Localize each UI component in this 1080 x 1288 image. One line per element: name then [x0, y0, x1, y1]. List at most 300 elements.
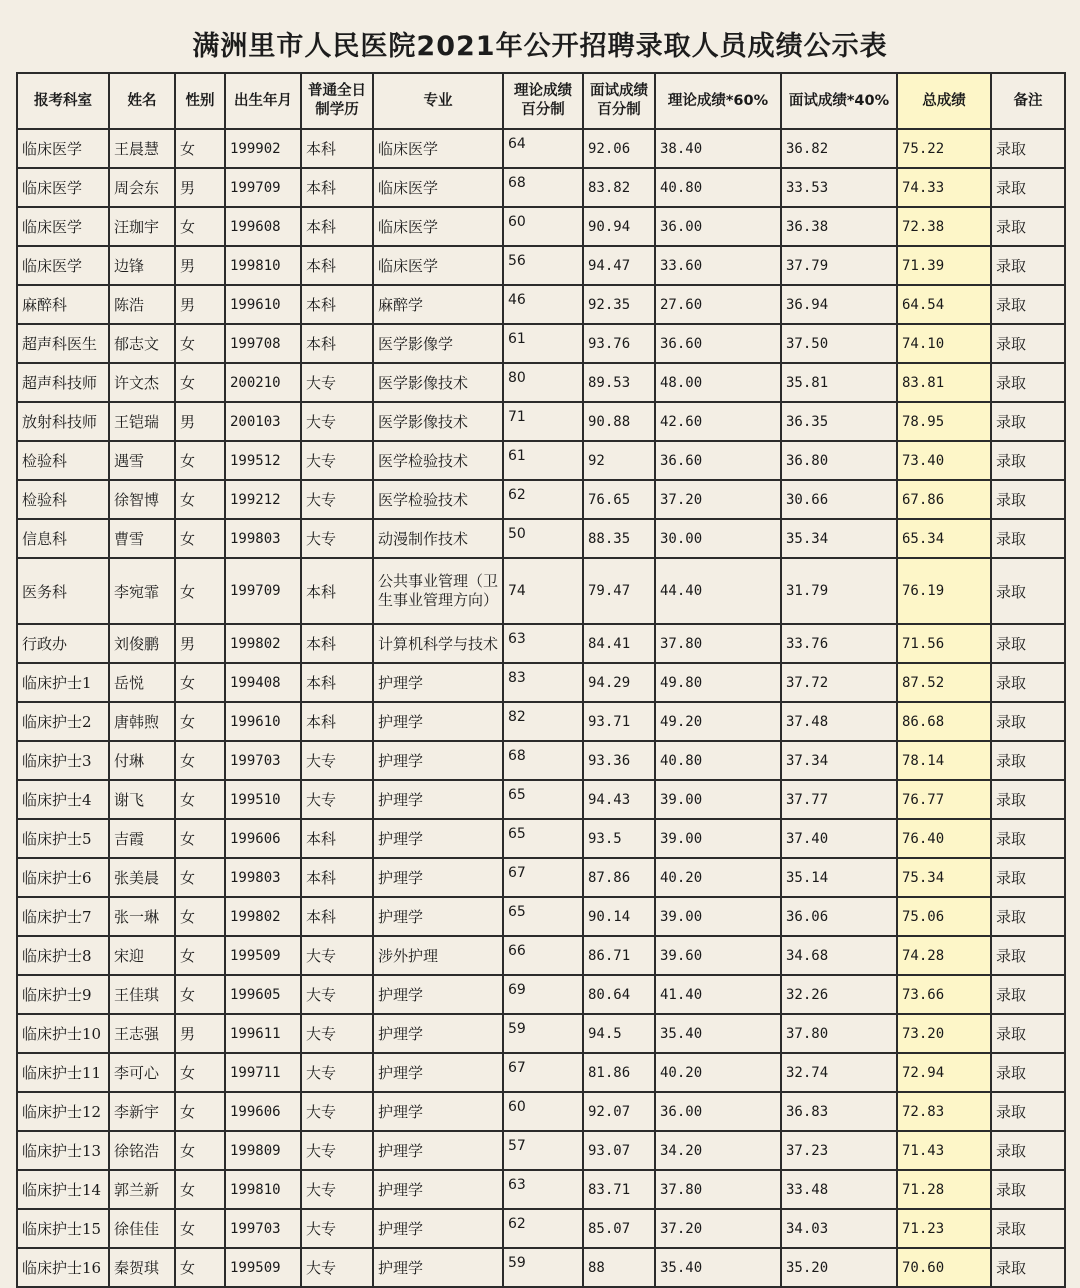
col-name-cell: 吉霞: [109, 819, 175, 858]
col-theory-weighted-cell: 37.80: [655, 624, 781, 663]
col-total-cell: 73.40: [897, 441, 991, 480]
header-label: 理论成绩: [514, 83, 572, 99]
col-interview-raw-cell: 81.86: [583, 1053, 655, 1092]
col-interview-raw-cell: 80.64: [583, 975, 655, 1014]
col-department-cell: 行政办: [17, 624, 109, 663]
col-theory-raw-cell: 80: [503, 363, 583, 402]
col-education-cell: 大专: [301, 1248, 373, 1287]
col-theory-weighted-header: [655, 73, 781, 129]
col-department-cell: 临床护士11: [17, 1053, 109, 1092]
col-theory-raw-cell: 66: [503, 936, 583, 975]
col-interview-weighted-cell: 33.53: [781, 168, 897, 207]
col-education-cell: 大专: [301, 975, 373, 1014]
col-remark-cell: 录取: [991, 246, 1065, 285]
col-gender-cell: 女: [175, 897, 225, 936]
col-major-cell: 医学影像技术: [373, 363, 503, 402]
col-gender-cell: 女: [175, 858, 225, 897]
table-row: [17, 780, 1065, 819]
col-remark-cell: 录取: [991, 1248, 1065, 1287]
col-interview-raw-cell: 94.29: [583, 663, 655, 702]
col-department-cell: 临床医学: [17, 207, 109, 246]
col-interview-raw-cell: 88.35: [583, 519, 655, 558]
col-total-cell: 65.34: [897, 519, 991, 558]
col-total-cell: 76.77: [897, 780, 991, 819]
col-education-cell: 大专: [301, 1209, 373, 1248]
col-remark-cell: 录取: [991, 702, 1065, 741]
col-name-cell: 周会东: [109, 168, 175, 207]
col-education-cell: 本科: [301, 207, 373, 246]
table-row: [17, 1131, 1065, 1170]
col-remark-cell: 录取: [991, 480, 1065, 519]
col-interview-raw-cell: 87.86: [583, 858, 655, 897]
col-major-cell: 医学影像学: [373, 324, 503, 363]
header-label: 备注: [1013, 92, 1043, 109]
col-birth-cell: 199611: [225, 1014, 301, 1053]
col-name-header: [109, 73, 175, 129]
col-interview-weighted-cell: 36.35: [781, 402, 897, 441]
col-theory-raw-cell: 71: [503, 402, 583, 441]
col-department-cell: 麻醉科: [17, 285, 109, 324]
col-department-cell: 临床护士13: [17, 1131, 109, 1170]
col-gender-cell: 女: [175, 363, 225, 402]
col-interview-weighted-cell: 32.26: [781, 975, 897, 1014]
col-theory-raw-cell: 57: [503, 1131, 583, 1170]
col-theory-raw-cell: 65: [503, 780, 583, 819]
col-education-cell: 大专: [301, 402, 373, 441]
col-theory-raw-cell: 59: [503, 1014, 583, 1053]
col-major-cell: 动漫制作技术: [373, 519, 503, 558]
col-department-cell: 临床医学: [17, 129, 109, 168]
table-row: [17, 1092, 1065, 1131]
col-education-cell: 大专: [301, 741, 373, 780]
col-major-cell: 护理学: [373, 780, 503, 819]
col-theory-weighted-cell: 36.00: [655, 1092, 781, 1131]
col-theory-raw-cell: 63: [503, 1170, 583, 1209]
header-label: 普通全日: [308, 83, 366, 99]
col-major-cell: 公共事业管理（卫生事业管理方向）: [373, 558, 503, 624]
col-interview-raw-cell: 93.76: [583, 324, 655, 363]
col-interview-weighted-cell: 35.81: [781, 363, 897, 402]
col-birth-cell: 199512: [225, 441, 301, 480]
col-gender-cell: 女: [175, 480, 225, 519]
col-birth-cell: 199703: [225, 1209, 301, 1248]
col-remark-cell: 录取: [991, 558, 1065, 624]
col-interview-raw-cell: 89.53: [583, 363, 655, 402]
col-name-cell: 李宛霏: [109, 558, 175, 624]
col-interview-raw-cell: 86.71: [583, 936, 655, 975]
col-remark-cell: 录取: [991, 1092, 1065, 1131]
col-remark-cell: 录取: [991, 1170, 1065, 1209]
col-gender-cell: 女: [175, 780, 225, 819]
col-theory-raw-cell: 65: [503, 819, 583, 858]
col-interview-raw-cell: 92: [583, 441, 655, 480]
col-birth-cell: 199809: [225, 1131, 301, 1170]
col-remark-cell: 录取: [991, 858, 1065, 897]
col-birth-header: [225, 73, 301, 129]
col-theory-raw-cell: 62: [503, 1209, 583, 1248]
col-theory-weighted-cell: 39.00: [655, 819, 781, 858]
col-theory-raw-cell: 69: [503, 975, 583, 1014]
col-interview-raw-cell: 79.47: [583, 558, 655, 624]
col-total-cell: 78.95: [897, 402, 991, 441]
col-birth-cell: 199709: [225, 558, 301, 624]
col-theory-raw-cell: 68: [503, 168, 583, 207]
col-education-cell: 大专: [301, 1170, 373, 1209]
col-major-cell: 临床医学: [373, 207, 503, 246]
col-gender-cell: 女: [175, 1170, 225, 1209]
col-interview-raw-cell: 90.88: [583, 402, 655, 441]
col-department-cell: 临床护士15: [17, 1209, 109, 1248]
col-name-cell: 付琳: [109, 741, 175, 780]
col-theory-weighted-cell: 40.20: [655, 1053, 781, 1092]
col-total-cell: 71.39: [897, 246, 991, 285]
col-major-cell: 护理学: [373, 819, 503, 858]
col-total-header: [897, 73, 991, 129]
col-department-cell: 临床医学: [17, 246, 109, 285]
col-department-cell: 放射科技师: [17, 402, 109, 441]
col-gender-cell: 女: [175, 519, 225, 558]
col-department-cell: 检验科: [17, 480, 109, 519]
col-department-cell: 临床护士6: [17, 858, 109, 897]
col-interview-raw-cell: 88: [583, 1248, 655, 1287]
col-interview-raw-cell: 84.41: [583, 624, 655, 663]
col-total-cell: 83.81: [897, 363, 991, 402]
col-education-cell: 本科: [301, 897, 373, 936]
table-row: [17, 741, 1065, 780]
col-remark-cell: 录取: [991, 402, 1065, 441]
col-interview-weighted-cell: 36.83: [781, 1092, 897, 1131]
col-name-cell: 遇雪: [109, 441, 175, 480]
col-total-cell: 71.23: [897, 1209, 991, 1248]
col-theory-raw-cell: 68: [503, 741, 583, 780]
col-total-cell: 64.54: [897, 285, 991, 324]
col-interview-weighted-cell: 35.34: [781, 519, 897, 558]
col-interview-weighted-cell: 35.14: [781, 858, 897, 897]
col-interview-weighted-cell: 33.76: [781, 624, 897, 663]
col-interview-weighted-header: [781, 73, 897, 129]
col-birth-cell: 199703: [225, 741, 301, 780]
table-row: [17, 663, 1065, 702]
col-gender-header: [175, 73, 225, 129]
col-theory-raw-cell: 65: [503, 897, 583, 936]
table-row: [17, 402, 1065, 441]
header-label: 性别: [185, 92, 215, 109]
table-row: [17, 1209, 1065, 1248]
col-interview-raw-cell: 93.36: [583, 741, 655, 780]
table-row: [17, 1170, 1065, 1209]
col-birth-cell: 199902: [225, 129, 301, 168]
col-theory-raw-cell: 67: [503, 858, 583, 897]
col-department-cell: 超声科医生: [17, 324, 109, 363]
col-gender-cell: 女: [175, 1092, 225, 1131]
table-row: [17, 936, 1065, 975]
table-row: [17, 558, 1065, 624]
col-total-cell: 87.52: [897, 663, 991, 702]
col-theory-weighted-cell: 33.60: [655, 246, 781, 285]
col-remark-cell: 录取: [991, 1131, 1065, 1170]
header-label: 姓名: [127, 92, 157, 109]
col-gender-cell: 女: [175, 975, 225, 1014]
col-birth-cell: 199803: [225, 519, 301, 558]
col-major-cell: 护理学: [373, 975, 503, 1014]
col-theory-weighted-cell: 36.00: [655, 207, 781, 246]
col-remark-cell: 录取: [991, 1014, 1065, 1053]
col-interview-raw-cell: 94.43: [583, 780, 655, 819]
header-label: 专业: [423, 92, 453, 109]
table-row: [17, 624, 1065, 663]
col-interview-raw-cell: 92.07: [583, 1092, 655, 1131]
col-total-cell: 73.66: [897, 975, 991, 1014]
col-birth-cell: 199810: [225, 1170, 301, 1209]
col-interview-raw-cell: 90.14: [583, 897, 655, 936]
col-education-cell: 大专: [301, 1131, 373, 1170]
col-major-cell: 护理学: [373, 1092, 503, 1131]
col-name-cell: 曹雪: [109, 519, 175, 558]
col-education-cell: 大专: [301, 480, 373, 519]
col-total-cell: 73.20: [897, 1014, 991, 1053]
col-total-cell: 67.86: [897, 480, 991, 519]
col-theory-weighted-cell: 44.40: [655, 558, 781, 624]
col-theory-weighted-cell: 49.80: [655, 663, 781, 702]
col-interview-raw-cell: 92.35: [583, 285, 655, 324]
col-education-cell: 本科: [301, 819, 373, 858]
col-theory-weighted-cell: 37.80: [655, 1170, 781, 1209]
col-remark-cell: 录取: [991, 1209, 1065, 1248]
col-gender-cell: 女: [175, 663, 225, 702]
col-name-cell: 边锋: [109, 246, 175, 285]
col-interview-weighted-cell: 37.23: [781, 1131, 897, 1170]
col-total-cell: 72.83: [897, 1092, 991, 1131]
col-interview-weighted-cell: 34.03: [781, 1209, 897, 1248]
col-gender-cell: 女: [175, 1053, 225, 1092]
col-theory-raw-cell: 60: [503, 207, 583, 246]
col-interview-weighted-cell: 36.38: [781, 207, 897, 246]
header-label: 总成绩: [922, 92, 966, 109]
col-education-cell: 本科: [301, 858, 373, 897]
col-department-cell: 临床护士10: [17, 1014, 109, 1053]
col-education-cell: 本科: [301, 285, 373, 324]
table-row: [17, 480, 1065, 519]
col-interview-weighted-cell: 30.66: [781, 480, 897, 519]
col-gender-cell: 女: [175, 1248, 225, 1287]
col-interview-weighted-cell: 37.48: [781, 702, 897, 741]
col-gender-cell: 女: [175, 129, 225, 168]
col-theory-raw-cell: 62: [503, 480, 583, 519]
col-birth-cell: 199802: [225, 897, 301, 936]
col-gender-cell: 女: [175, 741, 225, 780]
col-interview-weighted-cell: 32.74: [781, 1053, 897, 1092]
col-total-cell: 71.56: [897, 624, 991, 663]
col-name-cell: 王铠瑞: [109, 402, 175, 441]
col-theory-raw-cell: 67: [503, 1053, 583, 1092]
table-row: [17, 858, 1065, 897]
col-birth-cell: 199802: [225, 624, 301, 663]
col-remark-header: [991, 73, 1065, 129]
col-interview-weighted-cell: 37.80: [781, 1014, 897, 1053]
col-theory-weighted-cell: 42.60: [655, 402, 781, 441]
col-department-header: [17, 73, 109, 129]
col-theory-raw-cell: 83: [503, 663, 583, 702]
score-table: [16, 72, 1066, 1288]
col-interview-weighted-cell: 36.94: [781, 285, 897, 324]
col-interview-weighted-cell: 37.34: [781, 741, 897, 780]
table-row: [17, 246, 1065, 285]
col-major-cell: 护理学: [373, 741, 503, 780]
table-row: [17, 207, 1065, 246]
col-interview-weighted-cell: 37.50: [781, 324, 897, 363]
col-theory-weighted-cell: 37.20: [655, 480, 781, 519]
col-theory-raw-cell: 82: [503, 702, 583, 741]
col-interview-weighted-cell: 36.80: [781, 441, 897, 480]
col-education-cell: 大专: [301, 780, 373, 819]
col-theory-weighted-cell: 30.00: [655, 519, 781, 558]
col-education-cell: 本科: [301, 324, 373, 363]
col-theory-weighted-cell: 49.20: [655, 702, 781, 741]
col-department-cell: 临床护士2: [17, 702, 109, 741]
col-theory-raw-cell: 50: [503, 519, 583, 558]
col-theory-raw-cell: 61: [503, 324, 583, 363]
col-remark-cell: 录取: [991, 441, 1065, 480]
col-birth-cell: 200103: [225, 402, 301, 441]
col-department-cell: 临床护士1: [17, 663, 109, 702]
col-gender-cell: 女: [175, 1209, 225, 1248]
table-row: [17, 519, 1065, 558]
col-education-cell: 大专: [301, 1053, 373, 1092]
col-theory-weighted-cell: 34.20: [655, 1131, 781, 1170]
table-row: [17, 129, 1065, 168]
header-label: 百分制: [521, 102, 565, 118]
table-row: [17, 168, 1065, 207]
col-major-cell: 护理学: [373, 702, 503, 741]
col-name-cell: 刘俊鹏: [109, 624, 175, 663]
col-theory-raw-cell: 60: [503, 1092, 583, 1131]
col-gender-cell: 男: [175, 1014, 225, 1053]
col-interview-raw-cell: 94.5: [583, 1014, 655, 1053]
col-total-cell: 71.28: [897, 1170, 991, 1209]
col-theory-raw-cell: 59: [503, 1248, 583, 1287]
table-row: [17, 1053, 1065, 1092]
col-department-cell: 临床护士3: [17, 741, 109, 780]
col-education-cell: 大专: [301, 936, 373, 975]
col-department-cell: 医务科: [17, 558, 109, 624]
col-major-cell: 护理学: [373, 1248, 503, 1287]
col-interview-raw-cell: 85.07: [583, 1209, 655, 1248]
col-birth-cell: 199608: [225, 207, 301, 246]
col-theory-raw-cell: 64: [503, 129, 583, 168]
col-birth-cell: 199509: [225, 1248, 301, 1287]
col-name-cell: 宋迎: [109, 936, 175, 975]
col-major-cell: 麻醉学: [373, 285, 503, 324]
col-remark-cell: 录取: [991, 663, 1065, 702]
col-total-cell: 75.34: [897, 858, 991, 897]
col-education-cell: 本科: [301, 246, 373, 285]
col-total-cell: 74.28: [897, 936, 991, 975]
col-remark-cell: 录取: [991, 207, 1065, 246]
table-body: [17, 129, 1065, 1287]
col-interview-raw-cell: 76.65: [583, 480, 655, 519]
table-row: [17, 285, 1065, 324]
col-theory-raw-cell: 61: [503, 441, 583, 480]
col-theory-weighted-cell: 41.40: [655, 975, 781, 1014]
col-birth-cell: 199711: [225, 1053, 301, 1092]
col-education-cell: 大专: [301, 363, 373, 402]
col-name-cell: 郭兰新: [109, 1170, 175, 1209]
col-education-cell: 本科: [301, 129, 373, 168]
col-birth-cell: 199408: [225, 663, 301, 702]
col-major-cell: 医学检验技术: [373, 480, 503, 519]
col-major-cell: 计算机科学与技术: [373, 624, 503, 663]
col-birth-cell: 199212: [225, 480, 301, 519]
col-total-cell: 74.10: [897, 324, 991, 363]
col-gender-cell: 男: [175, 624, 225, 663]
col-theory-weighted-cell: 37.20: [655, 1209, 781, 1248]
col-department-cell: 临床护士16: [17, 1248, 109, 1287]
col-department-cell: 临床护士14: [17, 1170, 109, 1209]
col-interview-weighted-cell: 33.48: [781, 1170, 897, 1209]
col-major-cell: 护理学: [373, 1209, 503, 1248]
col-total-cell: 72.38: [897, 207, 991, 246]
col-education-cell: 大专: [301, 1092, 373, 1131]
col-birth-cell: 199510: [225, 780, 301, 819]
col-gender-cell: 女: [175, 207, 225, 246]
col-department-cell: 临床护士9: [17, 975, 109, 1014]
header-label: 百分制: [597, 102, 641, 118]
col-gender-cell: 男: [175, 402, 225, 441]
col-major-cell: 护理学: [373, 1014, 503, 1053]
header-label: 面试成绩: [590, 83, 648, 99]
col-total-cell: 71.43: [897, 1131, 991, 1170]
header-row: [17, 73, 1065, 129]
col-name-cell: 郁志文: [109, 324, 175, 363]
col-interview-raw-cell: 94.47: [583, 246, 655, 285]
table-row: [17, 702, 1065, 741]
col-name-cell: 李可心: [109, 1053, 175, 1092]
col-birth-cell: 199610: [225, 285, 301, 324]
col-department-cell: 临床护士7: [17, 897, 109, 936]
col-theory-raw-cell: 74: [503, 558, 583, 624]
col-total-cell: 75.22: [897, 129, 991, 168]
col-education-cell: 本科: [301, 558, 373, 624]
col-theory-weighted-cell: 39.00: [655, 780, 781, 819]
col-name-cell: 徐铭浩: [109, 1131, 175, 1170]
col-birth-cell: 199708: [225, 324, 301, 363]
col-remark-cell: 录取: [991, 363, 1065, 402]
col-birth-cell: 199606: [225, 819, 301, 858]
col-total-cell: 70.60: [897, 1248, 991, 1287]
col-remark-cell: 录取: [991, 819, 1065, 858]
col-remark-cell: 录取: [991, 975, 1065, 1014]
col-interview-raw-cell: 93.71: [583, 702, 655, 741]
header-label: 报考科室: [34, 92, 92, 109]
col-birth-cell: 199803: [225, 858, 301, 897]
col-total-cell: 72.94: [897, 1053, 991, 1092]
col-name-cell: 张一琳: [109, 897, 175, 936]
col-remark-cell: 录取: [991, 285, 1065, 324]
col-interview-weighted-cell: 34.68: [781, 936, 897, 975]
col-total-cell: 75.06: [897, 897, 991, 936]
col-department-cell: 超声科技师: [17, 363, 109, 402]
table-row: [17, 1248, 1065, 1287]
col-theory-weighted-cell: 48.00: [655, 363, 781, 402]
col-name-cell: 徐智博: [109, 480, 175, 519]
col-theory-weighted-cell: 40.20: [655, 858, 781, 897]
col-name-cell: 唐韩煦: [109, 702, 175, 741]
col-theory-raw-header: [503, 73, 583, 129]
col-education-cell: 本科: [301, 168, 373, 207]
header-label: 制学历: [315, 102, 359, 118]
col-major-cell: 医学检验技术: [373, 441, 503, 480]
col-interview-raw-header: [583, 73, 655, 129]
